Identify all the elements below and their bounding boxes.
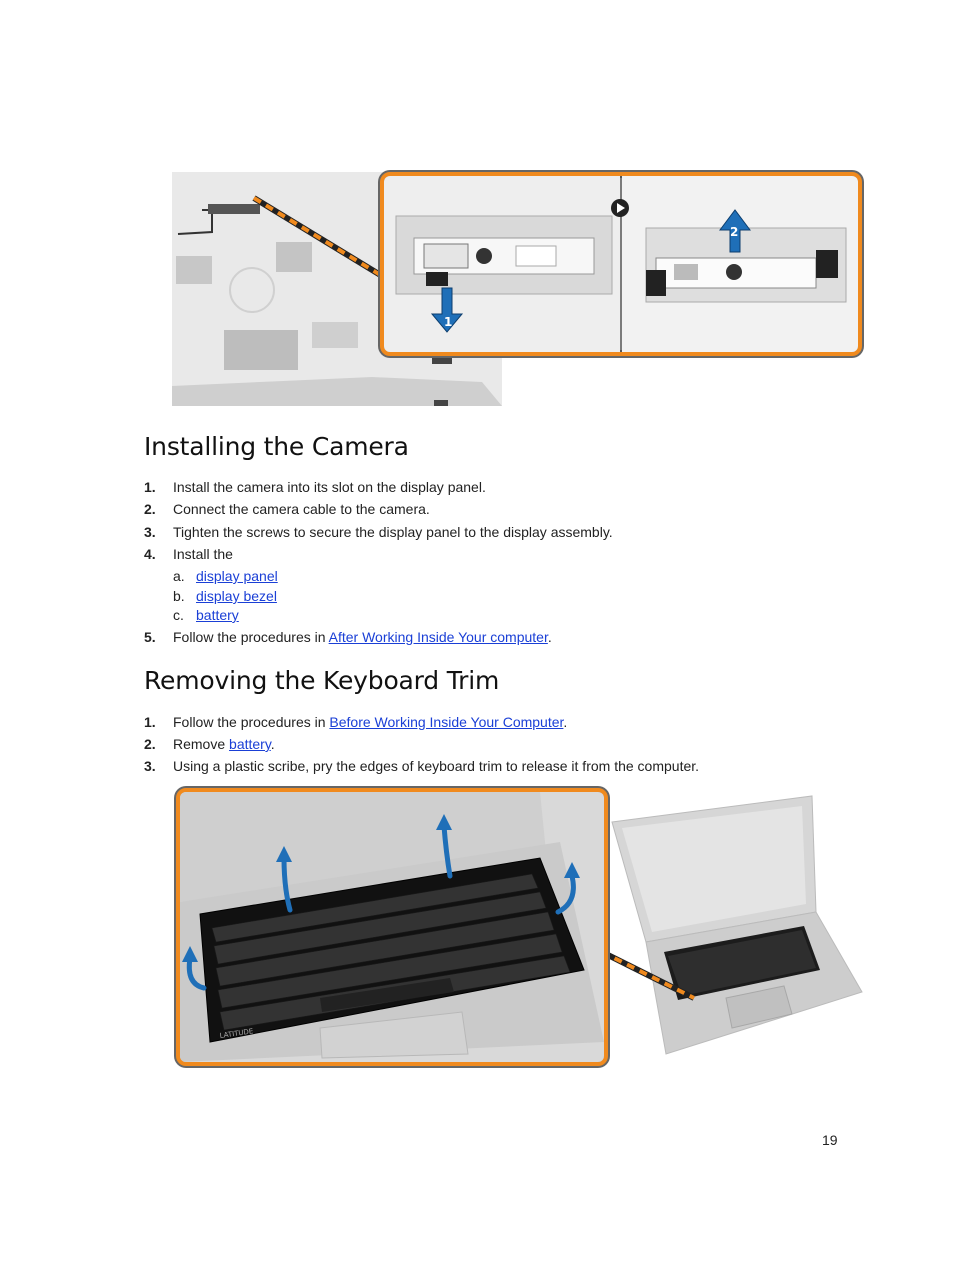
- install-substep-a: [173, 567, 278, 585]
- keyboard-brand-text: LATITUDE: [219, 1027, 254, 1040]
- step-number: 5.: [144, 629, 156, 645]
- battery-link[interactable]: battery: [196, 607, 239, 623]
- display-bezel-link[interactable]: display bezel: [196, 588, 277, 604]
- keyboard-trim-figure: [176, 788, 866, 1068]
- before-working-link[interactable]: Before Working Inside Your Computer: [329, 714, 564, 730]
- step-number: 2.: [144, 501, 156, 517]
- substep-letter: a.: [173, 568, 185, 584]
- step-number: 2.: [144, 736, 156, 752]
- step-text: Connect the camera cable to the camera.: [173, 501, 430, 517]
- step-text-after: .: [270, 736, 275, 752]
- keyboard-callout-drawing: [180, 792, 604, 1062]
- step-text: [173, 628, 552, 646]
- step-text-before: Follow the procedures in: [173, 629, 329, 645]
- leader-line: [252, 192, 392, 282]
- step-number: 3.: [144, 524, 156, 540]
- section-title-removing-trim: Removing the Keyboard Trim: [144, 666, 500, 695]
- section-title-installing-camera: Installing the Camera: [144, 432, 409, 461]
- laptop-overview-drawing: [606, 792, 866, 1062]
- step-text: [173, 735, 275, 753]
- step-text: Tighten the screws to secure the display panel to the display assembly.: [173, 524, 613, 540]
- camera-callout-drawing: [384, 176, 858, 352]
- step-text-before: Remove: [173, 736, 230, 752]
- step-text: [173, 713, 567, 731]
- callout-label-2: 2: [730, 225, 739, 239]
- step-text: Install the camera into its slot on the display panel.: [173, 479, 486, 495]
- install-substep-b: [173, 587, 277, 605]
- step-number: 3.: [144, 758, 156, 774]
- step-text: Install the: [173, 546, 233, 562]
- step-text-before: Follow the procedures in: [173, 714, 330, 730]
- install-substep-c: [173, 606, 239, 624]
- battery-link[interactable]: battery: [229, 736, 271, 752]
- callout-label-1: 1: [444, 315, 453, 329]
- camera-figure: [172, 172, 862, 408]
- display-panel-link[interactable]: display panel: [196, 568, 278, 584]
- after-working-link[interactable]: After Working Inside Your computer: [328, 629, 548, 645]
- page-number: 19: [822, 1132, 838, 1148]
- substep-letter: c.: [173, 607, 184, 623]
- step-number: 1.: [144, 479, 156, 495]
- step-number: 1.: [144, 714, 156, 730]
- step-text-after: .: [563, 714, 568, 730]
- substep-letter: b.: [173, 588, 185, 604]
- camera-callout: [380, 172, 862, 356]
- keyboard-callout: [176, 788, 608, 1066]
- leader-line: [600, 948, 700, 1004]
- step-number: 4.: [144, 546, 156, 562]
- step-text-after: .: [547, 629, 552, 645]
- step-text: Using a plastic scribe, pry the edges of keyboard trim to release it from the computer.: [173, 758, 700, 774]
